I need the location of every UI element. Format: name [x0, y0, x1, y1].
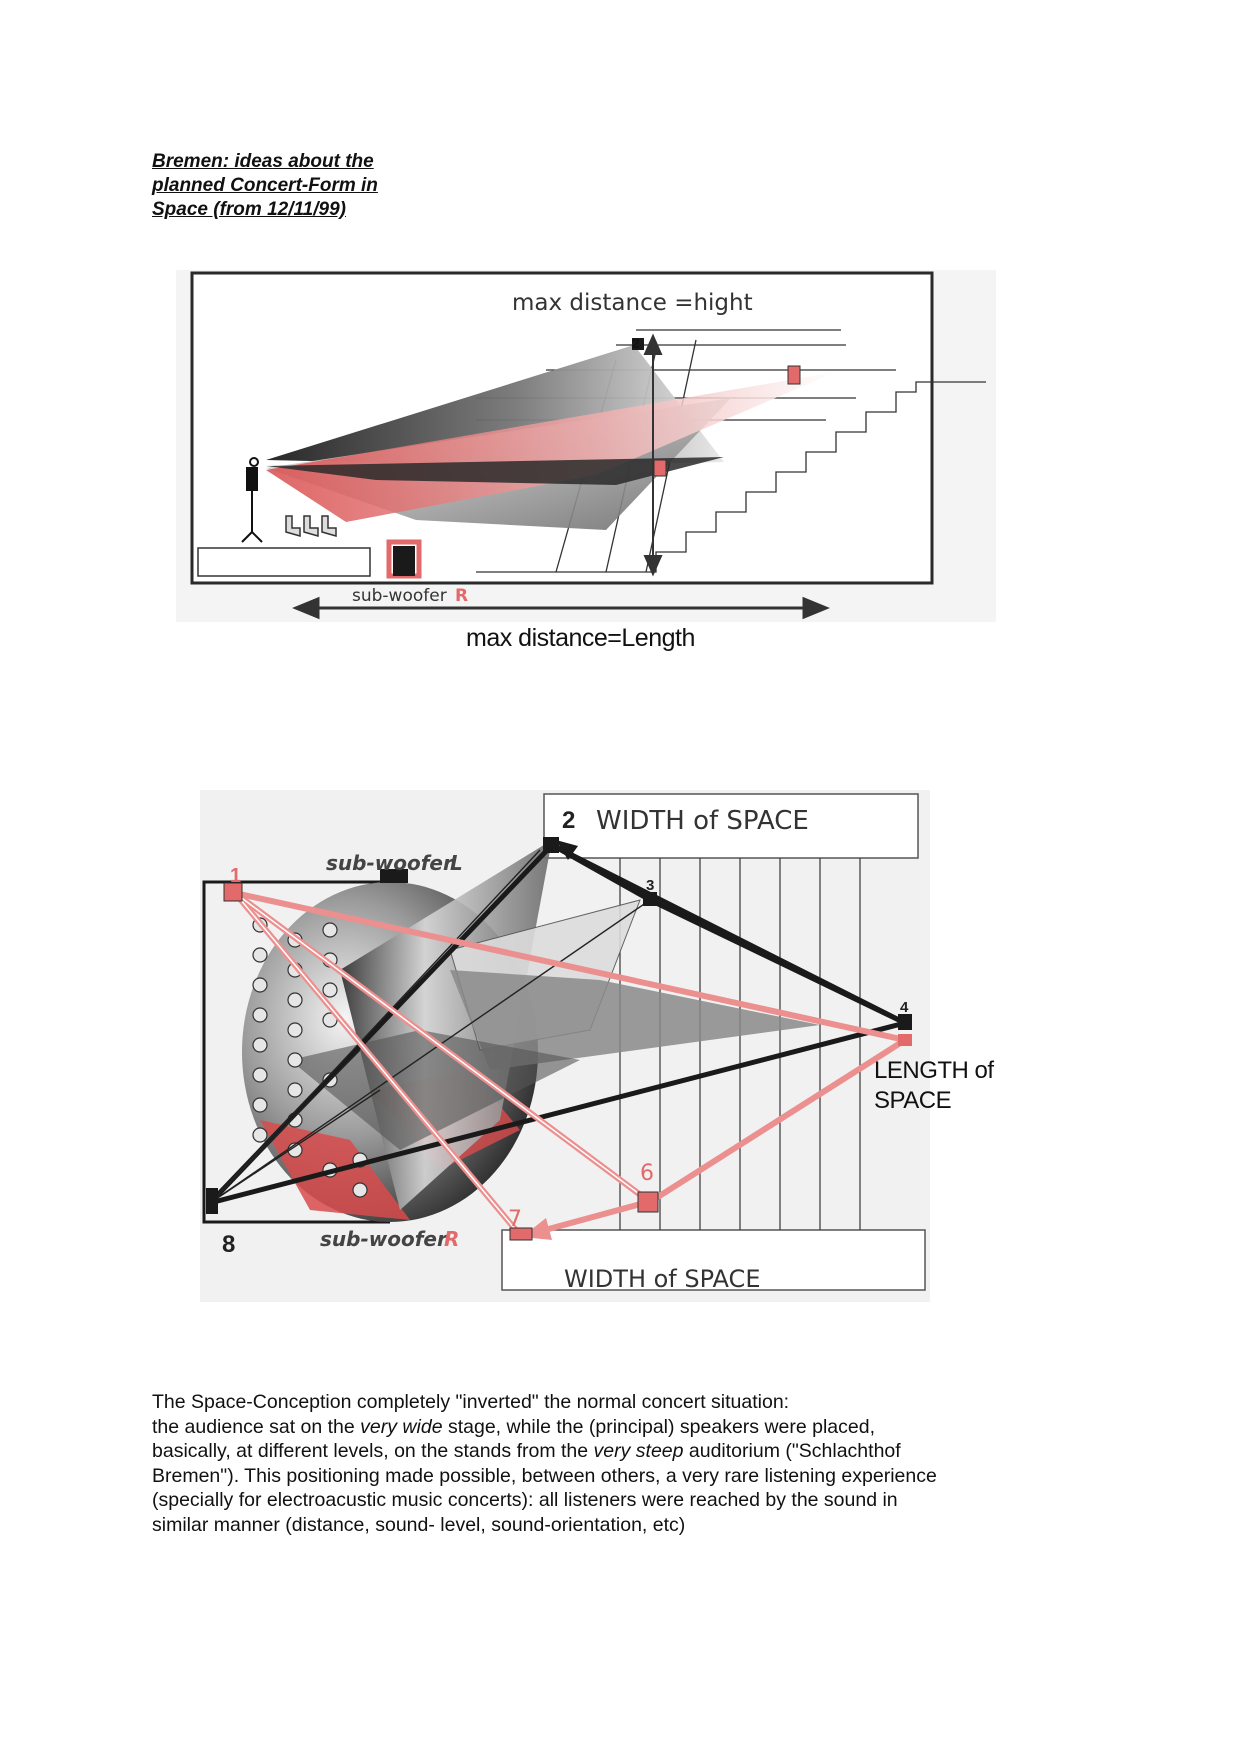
- body-line-1: The Space-Conception completely "inverted" the normal concert situation:: [152, 1391, 790, 1413]
- label-6: 6: [640, 1161, 654, 1186]
- subwoofer-r-label: sub-woofer: [320, 1227, 447, 1251]
- speaker-8: [206, 1188, 218, 1214]
- stage: [198, 548, 370, 576]
- speaker-2: [543, 837, 559, 853]
- speaker-6-label: 6: [654, 460, 662, 476]
- length-label-line-2: SPACE: [874, 1087, 952, 1114]
- title-line-2: planned Concert-Form in: [152, 175, 378, 196]
- length-caption: max distance=Length: [466, 624, 695, 652]
- width-top-label: WIDTH of SPACE: [596, 806, 809, 836]
- label-1: 1: [230, 865, 242, 887]
- body-line-4: Bremen"). This positioning made possible, between others, a very rare listening experience: [152, 1464, 937, 1487]
- width-bottom-label: WIDTH of SPACE: [564, 1265, 761, 1293]
- body-line-6: similar manner (distance, sound- level, sound-orientation, etc): [152, 1513, 686, 1536]
- plan-diagram: [200, 790, 930, 1302]
- length-of-space-label: [874, 1056, 994, 1116]
- body-line-2: the audience sat on the very wide stage, while the (principal) speakers were placed,: [152, 1415, 876, 1438]
- label-7: 7: [508, 1207, 522, 1232]
- body-line-3: basically, at different levels, on the stands from the very steep auditorium ("Schlachthof: [152, 1440, 901, 1462]
- subwoofer-r-label: sub-woofer: [352, 586, 447, 606]
- body-line-5: (specially for electroacustic music concerts): all listeners were reached by the sound in: [152, 1489, 898, 1511]
- subwoofer-r-side: R: [455, 586, 469, 606]
- subwoofer-l-label: sub-woofer: [326, 851, 453, 875]
- title-line-1: Bremen: ideas about the: [152, 151, 374, 172]
- speaker-5-plan: [898, 1034, 912, 1046]
- speaker-6: [638, 1192, 658, 1212]
- section-diagram: [176, 270, 996, 622]
- subwoofer-r-side: R: [444, 1227, 460, 1251]
- speaker-2-label: 2: [632, 335, 640, 351]
- label-4: 4: [900, 999, 909, 1016]
- speaker-5-label: 5: [789, 367, 797, 383]
- speaker-4: [898, 1014, 912, 1030]
- document-title: [152, 150, 432, 222]
- length-label-line-1: LENGTH of: [874, 1057, 994, 1084]
- label-2: 2: [562, 807, 576, 834]
- title-line-3: Space (from 12/11/99): [152, 199, 346, 220]
- subwoofer-l-side: L: [450, 851, 463, 875]
- speaker-3: [643, 892, 657, 906]
- label-3: 3: [646, 877, 655, 894]
- body-paragraph: [152, 1390, 1052, 1537]
- height-label: max distance =hight: [512, 290, 753, 316]
- label-8: 8: [222, 1231, 236, 1258]
